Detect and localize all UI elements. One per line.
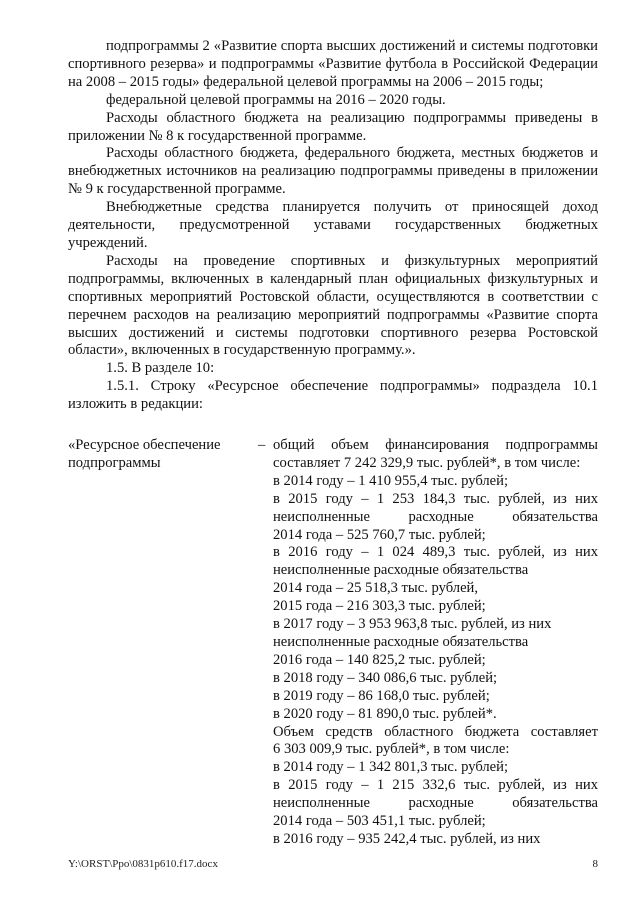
paragraph-section-10: 1.5. В разделе 10: xyxy=(106,360,215,377)
resource-line: 2015 года – 216 303,3 тыс. рублей; xyxy=(273,598,486,615)
resource-line: 2014 года – 25 518,3 тыс. рублей, xyxy=(273,580,479,597)
file-path: Y:\ORST\Ppo\0831p610.f17.docx xyxy=(68,858,218,870)
resource-line: в 2014 году – 1 342 801,3 тыс. рублей; xyxy=(273,759,509,776)
resource-line: в 2015 году – 1 215 332,6 тыс. рублей, из них xyxy=(273,777,598,794)
resource-line: 2014 года – 503 451,1 тыс. рублей; xyxy=(273,813,486,830)
resource-line: в 2020 году – 81 890,0 тыс. рублей*. xyxy=(273,705,497,722)
resource-line: общий объем финансирования подпрограммы xyxy=(273,437,598,453)
resource-line: неисполненные расходные обязательства xyxy=(273,795,598,812)
paragraph-regional-budget: Расходы областного бюджета на реализацию подпрограммы приведены в приложении № 8 к государственной программе. xyxy=(68,109,598,144)
paragraph-federal-program: федеральной целевой программы на 2016 – 2020 годы. xyxy=(106,91,446,108)
resource-value-cell xyxy=(273,437,598,849)
resource-line: в 2019 году – 86 168,0 тыс. рублей; xyxy=(273,687,490,704)
paragraph-sport-events: Расходы на проведение спортивных и физкультурных мероприятий подпрограммы, включенных в календарный план официальных физкультурных и спортивных мероприятий Ростовской области, осуществляются в соответствии с перечнем расходов на реализацию мероприятий подпрограммы «Развитие спорта высших достижений и системы подготовки спортивного резерва Ростовской области», включенных в государственную программу.». xyxy=(68,252,598,359)
resource-line: 2016 года – 140 825,2 тыс. рублей; xyxy=(273,651,486,668)
resource-label-cell xyxy=(68,437,258,473)
page-number: 8 xyxy=(592,858,598,870)
paragraph-section-10-1-1: 1.5.1. Строку «Ресурсное обеспечение подпрограммы» подраздела 10.1 изложить в редакции: xyxy=(68,378,598,413)
resource-label-line1: «Ресурсное обеспечение xyxy=(68,437,221,453)
paragraph-subprogram-list: подпрограммы 2 «Развитие спорта высших достижений и системы подготовки спортивного резерва» и подпрограммы «Развитие футбола в Российской Федерации на 2008 – 2015 годы» федеральной целевой программы на 2006 – 2015 годы; xyxy=(68,38,598,90)
paragraph-all-budgets: Расходы областного бюджета, федерального бюджета, местных бюджетов и внебюджетных источников на реализацию подпрограммы приведены в приложении № 9 к государственной программе. xyxy=(68,145,598,198)
resource-line: 2014 года – 525 760,7 тыс. рублей; xyxy=(273,526,486,543)
resource-line: в 2016 году – 1 024 489,3 тыс. рублей, из них xyxy=(273,544,598,561)
body-text xyxy=(68,38,598,414)
resource-line: составляет 7 242 329,9 тыс. рублей*, в том числе: xyxy=(273,454,581,471)
paragraph-extrabudgetary: Внебюджетные средства планируется получить от приносящей доход деятельности, предусмотренной уставами государственных бюджетных учреждений. xyxy=(68,199,598,251)
resource-line: в 2017 году – 3 953 963,8 тыс. рублей, из них xyxy=(273,616,552,633)
resource-line: в 2016 году – 935 242,4 тыс. рублей, из них xyxy=(273,830,541,847)
resource-line: неисполненные расходные обязательства xyxy=(273,633,529,650)
resource-line: неисполненные расходные обязательства xyxy=(273,508,598,525)
resource-line: Объем средств областного бюджета составляет xyxy=(273,723,598,740)
resource-line: в 2014 году – 1 410 955,4 тыс. рублей; xyxy=(273,472,509,489)
resource-line: в 2015 году – 1 253 184,3 тыс. рублей, из них xyxy=(273,490,598,507)
resource-label-line2: подпрограммы xyxy=(68,454,161,471)
resource-line: в 2018 году – 340 086,6 тыс. рублей; xyxy=(273,669,498,686)
resource-dash: – xyxy=(258,437,266,453)
resource-line: неисполненные расходные обязательства xyxy=(273,562,529,579)
resource-line: 6 303 009,9 тыс. рублей*, в том числе: xyxy=(273,741,510,758)
